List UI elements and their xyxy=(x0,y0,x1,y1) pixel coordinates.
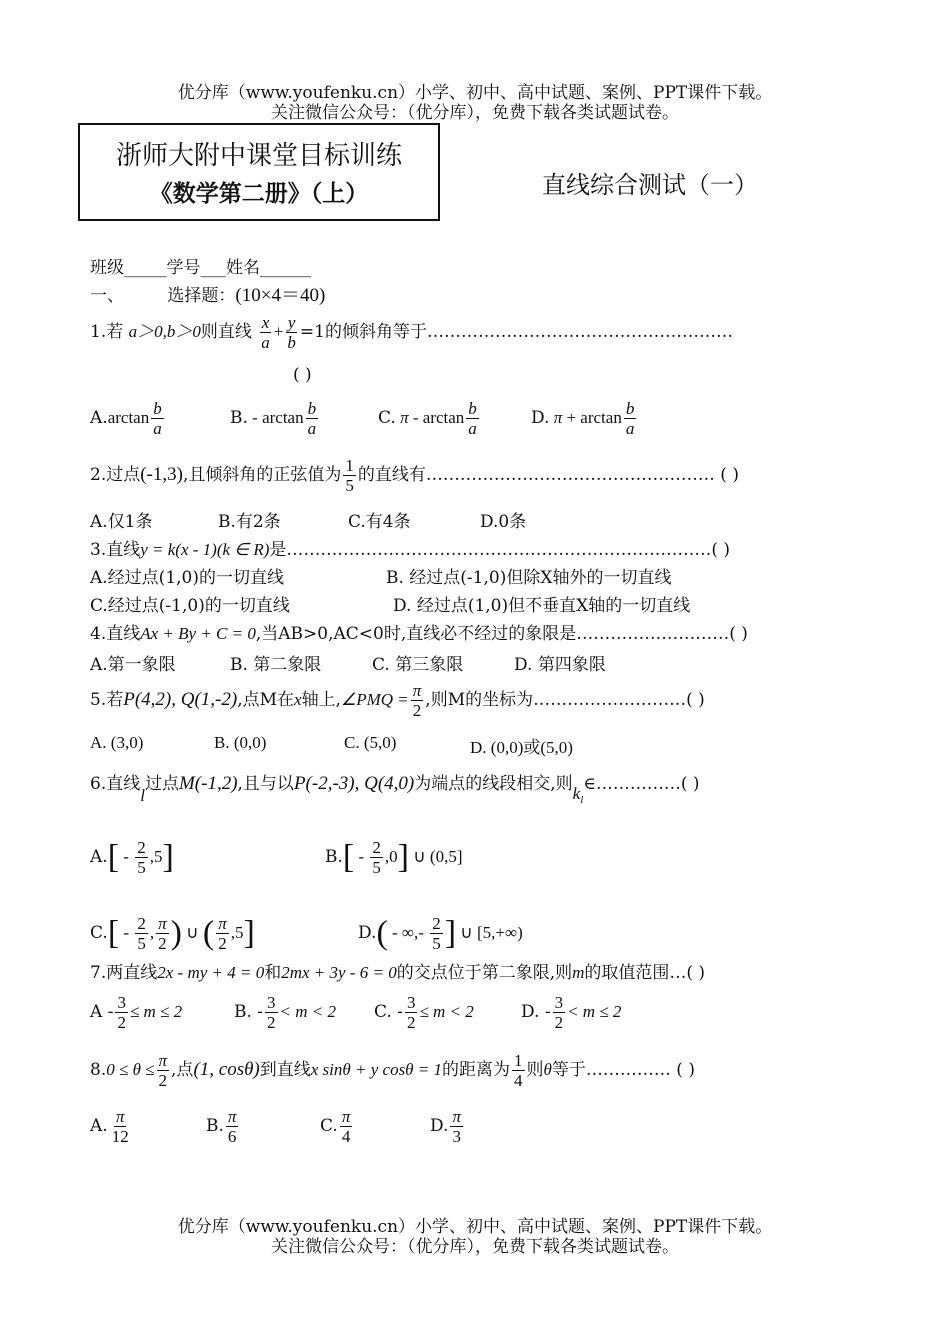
section-number: 一、 xyxy=(90,286,124,306)
question-3: 3.直线y = k(x - 1)(k ∈ R)是…………………………………………………………………( ) xyxy=(90,540,731,560)
q3-option-a[interactable]: A.经过点(1,0)的一切直线 xyxy=(90,568,284,588)
q1-frac-y-b: $\frac{y}{b}$ xyxy=(287,313,296,352)
q2-option-a[interactable]: A.仅1条 xyxy=(90,512,153,532)
q8-option-d[interactable]: D. $\frac{\pi}{3}$ xyxy=(430,1107,461,1146)
q7-option-d[interactable]: D. - $\frac{3}{2}$ < m ≤ 2 xyxy=(521,993,622,1032)
q1-option-a[interactable]: A.arctan $\frac{b}{a}$ xyxy=(90,399,162,438)
q6-option-c[interactable]: C.[ - $\frac{2}{5}$ , $\frac{\pi}{2}$ ) ∪ ( $\frac{\pi}{2}$ ,5] xyxy=(90,914,255,953)
section-score: (10×4＝40) xyxy=(235,285,326,306)
section-label: 选择题： xyxy=(167,286,236,306)
q4-option-c[interactable]: C. 第三象限 xyxy=(372,655,464,675)
q5-option-d[interactable]: D. (0,0)或(5,0) xyxy=(470,738,573,757)
title-box-line-2: 《数学第二册》（上） xyxy=(149,180,369,207)
q2-option-c[interactable]: C.有4条 xyxy=(348,512,411,532)
q1-mid: 则直线 xyxy=(200,322,252,342)
q4-option-a[interactable]: A.第一象限 xyxy=(90,655,176,675)
question-5: 5.若P(4,2), Q(1,-2),点M在x轴上,∠PMQ = $\frac{\pi}{2}$ ,则M的坐标为………………………( ) xyxy=(90,681,705,720)
q8-option-a[interactable]: A. $\frac{\pi}{12}$ xyxy=(90,1107,129,1146)
q5-option-c[interactable]: C. (5,0) xyxy=(344,733,397,752)
q6-option-d[interactable]: D.( - ∞,- $\frac{2}{5}$ ] ∪ [5,+∞) xyxy=(358,914,523,953)
test-title: 直线综合测试（一） xyxy=(542,171,758,199)
q5-option-b[interactable]: B. (0,0) xyxy=(214,733,267,752)
footer-line-1: 优分库（www.youfenku.cn）小学、初中、高中试题、案例、PPT课件下载。 xyxy=(177,1217,773,1237)
title-box-line-1: 浙师大附中课堂目标训练 xyxy=(115,141,402,171)
header-line-1: 优分库（www.youfenku.cn）小学、初中、高中试题、案例、PPT课件下载。 xyxy=(177,83,773,103)
question-4: 4.直线Ax + By + C = 0,当AB>0,AC<0时,直线必不经过的象限是………………………( ) xyxy=(90,624,748,644)
section-heading xyxy=(90,280,325,307)
student-info: 班级_____学号___姓名______ xyxy=(90,258,311,278)
q1-lead: 1.若 xyxy=(90,322,124,342)
q6-option-b[interactable]: B.[ - $\frac{2}{5}$ ,0] ∪ (0,5] xyxy=(325,838,463,877)
q1-tail: =1的倾斜角等于……………………………………………… xyxy=(299,322,733,342)
q3-option-b[interactable]: B. 经过点(-1,0)但除X轴外的一切直线 xyxy=(386,568,672,588)
q7-option-b[interactable]: B. - $\frac{3}{2}$ < m < 2 xyxy=(234,993,337,1032)
q1-option-c[interactable]: C. π - arctan $\frac{b}{a}$ xyxy=(378,399,477,438)
title-box xyxy=(78,123,440,221)
q5-option-a[interactable]: A. (3,0) xyxy=(90,733,144,752)
q2-option-d[interactable]: D.0条 xyxy=(480,512,527,532)
q7-option-a[interactable]: A - $\frac{3}{2}$ ≤ m ≤ 2 xyxy=(90,993,183,1032)
q3-option-d[interactable]: D. 经过点(1,0)但不垂直X轴的一切直线 xyxy=(393,596,691,616)
q2-option-b[interactable]: B.有2条 xyxy=(218,512,281,532)
q1-option-d[interactable]: D. π + arctan $\frac{b}{a}$ xyxy=(531,399,635,438)
question-1: 1.若 a＞0,b＞0则直线 $\frac{x}{a}$ + $\frac{y}{b}$ =1的倾斜角等于……………………………………………… xyxy=(90,313,733,352)
q6-option-a[interactable]: A.[ - $\frac{2}{5}$ ,5] xyxy=(90,838,174,877)
question-7: 7.两直线2x - my + 4 = 0和2mx + 3y - 6 = 0的交点位于第二象限,则m的取值范围…( ) xyxy=(90,963,706,983)
q1-condition: a＞0,b＞0 xyxy=(128,322,201,341)
question-8: 8.0 ≤ θ ≤ $\frac{\pi}{2}$ ,点(1, cosθ)到直线x sinθ + y cosθ = 1的距离为 $\frac{1}{4}$ 则θ等于…………… ( ) xyxy=(90,1051,695,1090)
q4-option-d[interactable]: D. 第四象限 xyxy=(514,655,606,675)
q1-answer-paren: ( ) xyxy=(293,365,312,385)
q8-option-c[interactable]: C. $\frac{\pi}{4}$ xyxy=(320,1107,351,1146)
header-line-2: 关注微信公众号：（优分库），免费下载各类试题试卷。 xyxy=(271,103,679,123)
q1-frac-x-a: $\frac{x}{a}$ xyxy=(261,313,270,352)
footer-line-2: 关注微信公众号：（优分库），免费下载各类试题试卷。 xyxy=(271,1237,679,1257)
q1-option-b[interactable]: B. - arctan $\frac{b}{a}$ xyxy=(230,399,317,438)
q3-option-c[interactable]: C.经过点(-1,0)的一切直线 xyxy=(90,596,290,616)
q8-option-b[interactable]: B. $\frac{\pi}{6}$ xyxy=(206,1107,237,1146)
q7-option-c[interactable]: C. - $\frac{3}{2}$ ≤ m < 2 xyxy=(374,993,474,1032)
question-2: 2.过点(-1,3),且倾斜角的正弦值为 $\frac{1}{5}$ 的直线有…………………………………………… ( ) xyxy=(90,456,739,495)
question-6: 6.直线l过点M(-1,2),且与以P(-2,-3), Q(4,0)为端点的线段相交,则$k_l\in\dots\dots\dots\dots\dots$( ) xyxy=(90,773,700,807)
q4-option-b[interactable]: B. 第二象限 xyxy=(230,655,322,675)
